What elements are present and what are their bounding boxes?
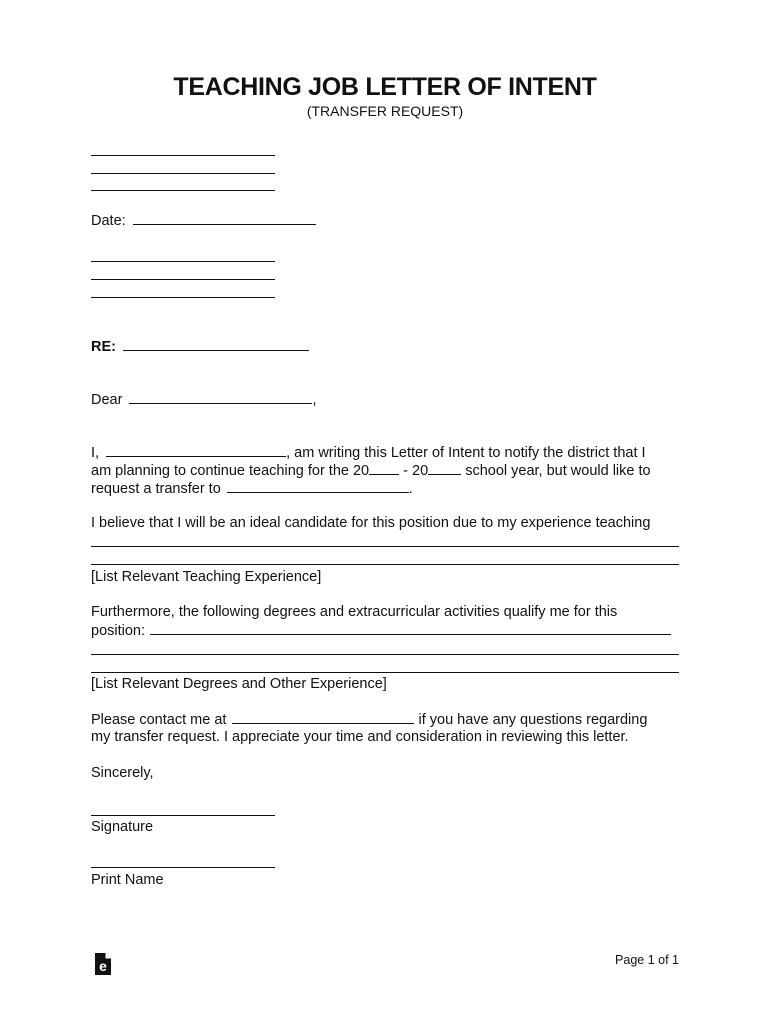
sender-address-line-3[interactable] — [91, 190, 275, 191]
degrees-line-1[interactable] — [91, 654, 679, 655]
p1-line3-end: . — [408, 481, 413, 497]
signature-label: Signature — [91, 819, 154, 835]
print-name-line[interactable] — [91, 867, 275, 868]
paragraph2: I believe that I will be an ideal candidate for this position due to my experience teaching — [91, 515, 651, 531]
p1-line2-start: am planning to continue teaching for the 20 — [91, 463, 370, 479]
document-title: TEACHING JOB LETTER OF INTENT — [173, 73, 597, 101]
closing: Sincerely, — [91, 765, 154, 781]
re-row — [91, 337, 309, 356]
p4-line1-start: Please contact me at — [91, 712, 227, 728]
paragraph4-line2: my transfer request. I appreciate your time and consideration in reviewing this letter. — [91, 729, 629, 745]
eforms-logo-icon — [93, 952, 113, 976]
p4-line1-end: if you have any questions regarding — [418, 712, 648, 728]
document-subtitle: (TRANSFER REQUEST) — [306, 103, 464, 119]
p1-line1-text: , am writing this Letter of Intent to notify the district that I — [286, 445, 646, 461]
salutation-prefix: Dear — [91, 392, 123, 408]
print-name-label: Print Name — [91, 872, 164, 888]
degrees-line-0[interactable] — [150, 621, 671, 635]
recipient-address-line-1[interactable] — [91, 261, 275, 262]
sender-address-line-2[interactable] — [91, 173, 275, 174]
paragraph1-line1 — [91, 443, 646, 462]
contact-info-field[interactable] — [232, 710, 414, 724]
p1-line2-end: school year, but would like to — [465, 463, 651, 479]
salutation-comma: , — [312, 392, 317, 408]
paragraph3-line1: Furthermore, the following degrees and extracurricular activities qualify me for this — [91, 604, 618, 620]
teaching-experience-line-2[interactable] — [91, 564, 679, 565]
p3-position-label: position: — [91, 623, 146, 639]
recipient-address-line-2[interactable] — [91, 279, 275, 280]
logo-letter: e — [99, 958, 107, 974]
date-field[interactable] — [133, 211, 316, 225]
date-label: Date: — [91, 213, 126, 229]
teacher-name-field[interactable] — [106, 443, 286, 457]
p1-intro: I, — [91, 445, 100, 461]
salutation-row — [91, 390, 317, 409]
paragraph1-line3 — [91, 479, 413, 498]
date-row — [91, 211, 316, 230]
degrees-placeholder: [List Relevant Degrees and Other Experience] — [91, 676, 387, 692]
transfer-location-field[interactable] — [227, 479, 409, 493]
recipient-address-line-3[interactable] — [91, 297, 275, 298]
paragraph1-line2 — [91, 461, 651, 480]
recipient-name-field[interactable] — [129, 390, 312, 404]
signature-line[interactable] — [91, 815, 275, 816]
teaching-experience-placeholder: [List Relevant Teaching Experience] — [91, 569, 322, 585]
degrees-line-2[interactable] — [91, 672, 679, 673]
end-year-field[interactable] — [428, 461, 461, 475]
re-label: RE: — [91, 339, 116, 355]
p1-line2-mid: - 20 — [403, 463, 429, 479]
sender-address-line-1[interactable] — [91, 155, 275, 156]
p1-line3-start: request a transfer to — [91, 481, 221, 497]
re-field[interactable] — [123, 337, 309, 351]
page-number: Page 1 of 1 — [615, 953, 679, 967]
paragraph3-line2 — [91, 621, 671, 640]
teaching-experience-line-1[interactable] — [91, 546, 679, 547]
paragraph4-line1 — [91, 710, 647, 729]
start-year-field[interactable] — [369, 461, 399, 475]
